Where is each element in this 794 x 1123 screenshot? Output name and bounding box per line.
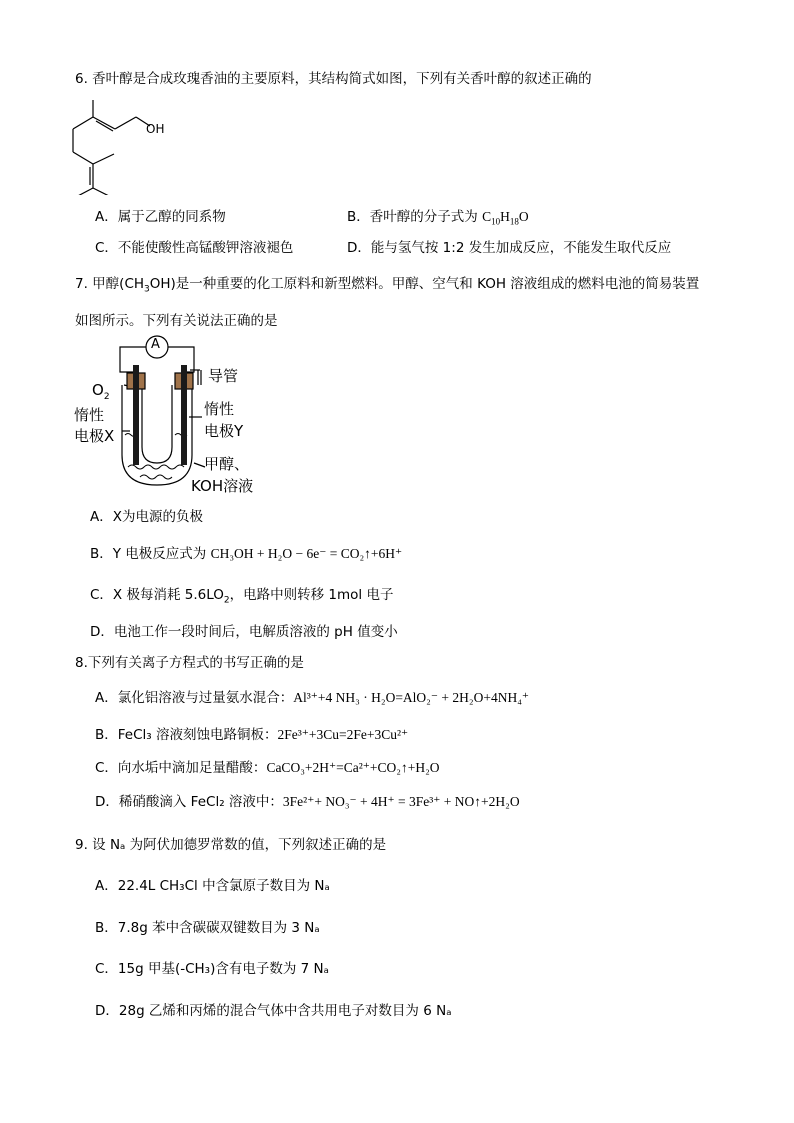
q7-option-b: B．Y 电极反应式为 CH₃OH + H₂O − 6e⁻ = CO₂↑+6H⁺ <box>90 546 403 562</box>
geraniol-structure <box>60 90 180 195</box>
q8-option-a: A．氯化铝溶液与过量氨水混合：Al³⁺+4 NH₃ · H₂O=AlO₂⁻ + 2H₂O+4NH₄⁺ <box>95 690 530 706</box>
electrode-x-label-2: 电极X <box>74 427 115 445</box>
electrode-x-label-1: 惰性 <box>74 406 105 424</box>
q8-c-equation: CaCO₃+2H⁺=Ca²⁺+CO₂↑+H₂O <box>266 760 440 775</box>
q9-stem: 9. 设 Nₐ 为阿伏加德罗常数的值，下列叙述正确的是 <box>75 837 387 853</box>
q6-option-b-label: B．香叶醇的分子式为 <box>347 209 483 225</box>
q8-a-equation: Al³⁺+4 NH₃ · H₂O=AlO₂⁻ + 2H₂O+4NH₄⁺ <box>293 690 530 705</box>
q6-option-b <box>347 205 529 225</box>
o2-label: $O_2$ <box>92 381 110 402</box>
q6-option-d: D．能与氢气按 1:2 发生加成反应，不能发生取代反应 <box>347 240 672 256</box>
q7-option-d: D．电池工作一段时间后，电解质溶液的 pH 值变小 <box>90 624 398 640</box>
q9-option-a: A．22.4L CH₃Cl 中含氯原子数目为 Nₐ <box>95 878 330 894</box>
q9-option-c: C．15g 甲基(-CH₃)含有电子数为 7 Nₐ <box>95 961 329 977</box>
q8-b-equation: 2Fe³⁺+3Cu=2Fe+3Cu²⁺ <box>277 727 409 742</box>
q6-option-a: A．属于乙醇的同系物 <box>95 209 226 225</box>
q7-option-a: A．X为电源的负极 <box>90 509 203 525</box>
solution-label-2: KOH溶液 <box>191 477 254 495</box>
q6-stem: 6. 香叶醇是合成玫瑰香油的主要原料，其结构简式如图，下列有关香叶醇的叙述正确的 <box>75 71 592 87</box>
electrode-y <box>181 365 187 465</box>
q8-d-equation: 3Fe²⁺+ NO₃⁻ + 4H⁺ = 3Fe³⁺ + NO↑+2H₂O <box>282 794 520 809</box>
oh-label: OH <box>146 122 165 136</box>
q8-option-d: D．稀硝酸滴入 FeCl₂ 溶液中：3Fe²⁺+ NO₃⁻ + 4H⁺ = 3Fe³⁺ + NO↑+2H₂O <box>95 794 520 810</box>
q9-option-b: B．7.8g 苯中含碳碳双键数目为 3 Nₐ <box>95 920 320 936</box>
electrode-x <box>133 365 139 465</box>
solution-label-1: 甲醇、 <box>204 455 250 473</box>
electrode-y-label-2: 电极Y <box>204 422 244 440</box>
q9-option-d: D．28g 乙烯和丙烯的混合气体中含共用电子对数目为 6 Nₐ <box>95 1003 452 1019</box>
q7-b-equation: CH₃OH + H₂O − 6e⁻ = CO₂↑+6H⁺ <box>210 546 403 561</box>
q7-stem-line2: 如图所示。下列有关说法正确的是 <box>75 313 278 329</box>
q8-option-b: B．FeCl₃ 溶液刻蚀电路铜板：2Fe³⁺+3Cu=2Fe+3Cu²⁺ <box>95 727 409 743</box>
ammeter-label: A <box>151 337 160 352</box>
q6-formula: $C_{10}H_{18}O$ <box>482 209 529 227</box>
q8-stem: 8.下列有关离子方程式的书写正确的是 <box>75 655 304 671</box>
tube-label: 导管 <box>208 367 239 385</box>
q7-stem-line1: 7. 甲醇$(CH_3OH)$是一种重要的化工原料和新型燃料。甲醇、空气和 KOH 溶液组成的燃料电池的简易装置 <box>75 276 700 295</box>
q7-option-c: C．X 极每消耗 $5.6LO_2$，电路中则转移 1mol 电子 <box>90 587 394 606</box>
q8-option-c: C．向水垢中滴加足量醋酸：CaCO₃+2H⁺=Ca²⁺+CO₂↑+H₂O <box>95 760 440 776</box>
q6-option-c: C．不能使酸性高锰酸钾溶液褪色 <box>95 240 294 256</box>
electrode-y-label-1: 惰性 <box>204 400 235 418</box>
